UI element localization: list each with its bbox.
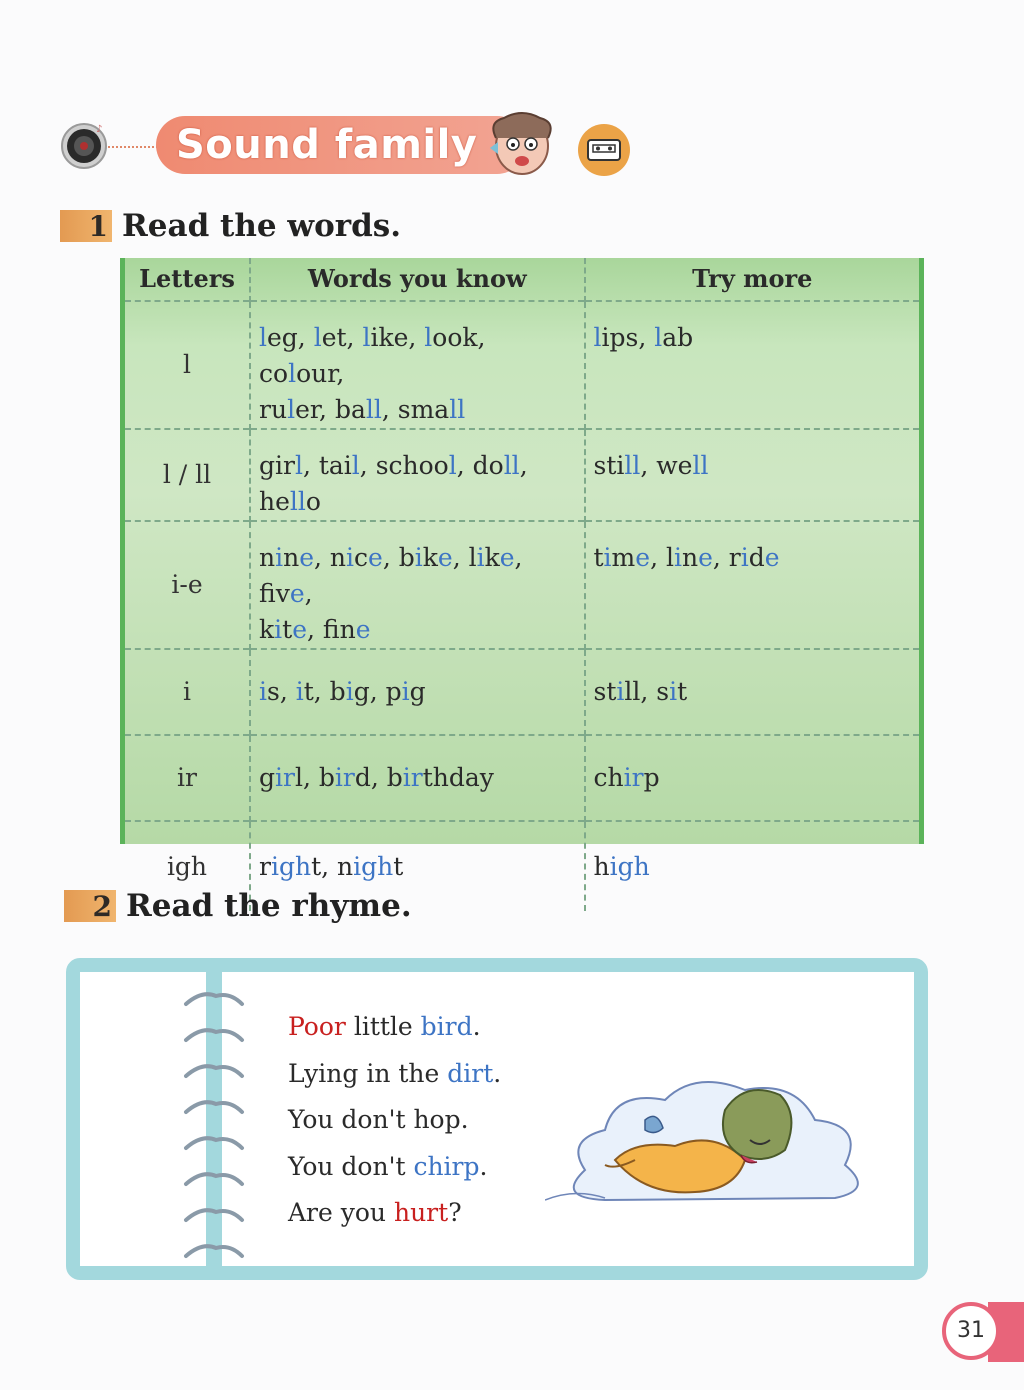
letters-cell: igh — [125, 821, 250, 911]
dotted-connector — [108, 146, 158, 148]
cartoon-face-icon — [482, 108, 562, 180]
table-row — [125, 301, 919, 429]
sleeping-bird-illustration — [545, 1070, 885, 1210]
section-2-title: Read the rhyme. — [126, 888, 412, 924]
ring-binding — [182, 1024, 248, 1046]
try-more-cell: chirp — [585, 735, 920, 821]
letters-cell: i-e — [125, 521, 250, 649]
ring-binding — [182, 988, 248, 1010]
try-more-cell: high — [585, 821, 920, 911]
ring-binding — [182, 1204, 248, 1226]
page-number: 31 — [942, 1302, 1000, 1360]
rhyme-line: You don't chirp. — [288, 1151, 488, 1181]
try-more-cell: lips, lab — [585, 301, 920, 429]
ring-binding — [182, 1168, 248, 1190]
letters-cell: l — [125, 301, 250, 429]
ring-binding — [182, 1132, 248, 1154]
try-more-cell: time, line, ride — [585, 521, 920, 649]
table-header-row — [125, 258, 919, 301]
column-header-words-you-know: Words you know — [250, 258, 585, 301]
letters-cell: ir — [125, 735, 250, 821]
try-more-cell: still, well — [585, 429, 920, 521]
section-1-title: Read the words. — [122, 208, 402, 244]
words-you-know-cell: is, it, big, pig — [250, 649, 585, 735]
page-title: Sound family — [176, 122, 478, 168]
letters-cell: l / ll — [125, 429, 250, 521]
table-row — [125, 649, 919, 735]
rhyme-line: Poor little bird. — [288, 1012, 481, 1041]
words-you-know-cell: leg, let, like, look, colour, ruler, ball, small — [250, 301, 585, 429]
words-you-know-cell: right, night — [250, 821, 585, 911]
speaker-icon[interactable] — [60, 122, 108, 170]
svg-text:♪: ♪ — [96, 124, 103, 135]
table-row — [125, 429, 919, 521]
try-more-cell: still, sit — [585, 649, 920, 735]
sound-table — [120, 258, 924, 881]
rhyme-line: Lying in the dirt. — [288, 1058, 502, 1088]
rhyme-text — [288, 1004, 501, 1237]
section-1-number: 1 — [60, 210, 112, 242]
table-row — [125, 735, 919, 821]
table-row — [125, 521, 919, 649]
words-you-know-cell: girl, tail, school, doll, hello — [250, 429, 585, 521]
rhyme-line: Are you hurt? — [288, 1198, 462, 1227]
letters-cell: i — [125, 649, 250, 735]
words-you-know-cell: nine, nice, bike, like, fve, kite, fne — [250, 521, 585, 649]
section-2-number: 2 — [64, 890, 116, 922]
rhyme-line: You don't hop. — [288, 1105, 469, 1134]
ring-binding — [182, 1060, 248, 1082]
ring-binding — [182, 1240, 248, 1262]
ring-binding — [182, 1096, 248, 1118]
section-banner — [60, 108, 640, 180]
cassette-icon[interactable] — [576, 122, 632, 178]
column-header-letters: Letters — [139, 264, 235, 293]
column-header-try-more: Try more — [585, 258, 920, 301]
words-you-know-cell: girl, bird, birthday — [250, 735, 585, 821]
